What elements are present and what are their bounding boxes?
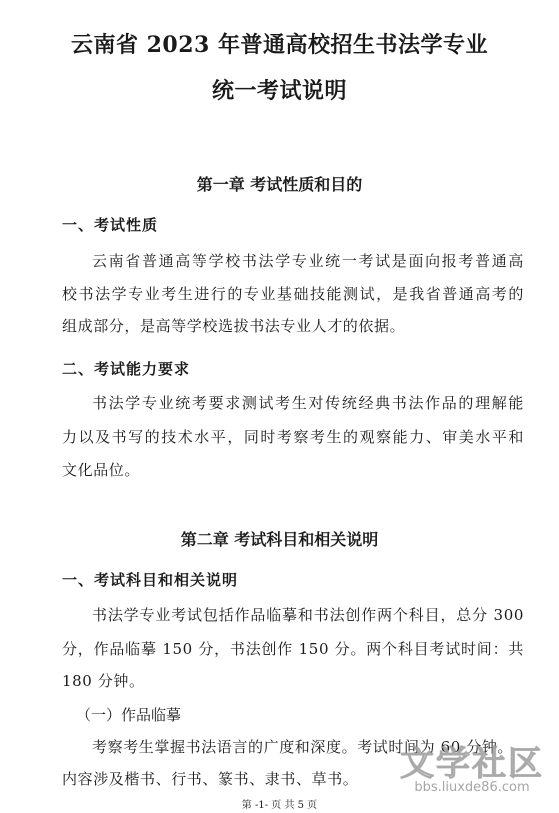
paragraph-line: 书法学专业考试包括作品临摹和书法创作两个科目，总分 300 xyxy=(92,606,524,624)
page-footer: 第 -1- 页 共 5 页 xyxy=(241,800,318,811)
document-title-line2: 统一考试说明 xyxy=(211,78,347,104)
chapter2-heading: 第二章 考试科目和相关说明 xyxy=(180,530,379,549)
paragraph-line: 云南省普通高等学校书法学专业统一考试是面向报考普通高 xyxy=(92,252,524,270)
paragraph-line: 书法学专业统考要求测试考生对传统经典书法作品的理解能 xyxy=(92,394,524,412)
chapter1-section2-heading: 二、考试能力要求 xyxy=(62,360,191,378)
watermark-logo xyxy=(392,736,552,806)
paragraph-line: 180 分钟。 xyxy=(62,672,145,690)
paragraph-line: 力以及书写的技术水平，同时考察考生的观察能力、审美水平和 xyxy=(62,428,524,446)
paragraph-line: 组成部分，是高等学校选拔书法专业人才的依据。 xyxy=(62,317,406,335)
paragraph-line: 分，作品临摹 150 分，书法创作 150 分。两个科目考试时间：共 xyxy=(62,640,524,658)
paragraph-line: 校书法学专业考生进行的专业基础技能测试，是我省普通高考的 xyxy=(62,285,524,303)
chapter1-heading: 第一章 考试性质和目的 xyxy=(196,175,363,194)
paragraph-line: 考察考生掌握书法语言的广度和深度。考试时间为 60 分钟。 xyxy=(92,738,514,756)
watermark-text: 文学社区 xyxy=(400,744,544,784)
paragraph-line: 内容涉及楷书、行书、篆书、隶书、草书。 xyxy=(62,770,359,788)
watermark-url: bbs.liuxde86.com xyxy=(414,780,530,795)
chapter2-subsection1-heading: （一）作品临摹 xyxy=(76,706,182,724)
chapter2-section1-heading: 一、考试科目和相关说明 xyxy=(62,571,239,589)
paragraph-line: 文化品位。 xyxy=(62,461,141,479)
document-title-line1: 云南省 2023 年普通高校招生书法学专业 xyxy=(70,32,489,58)
chapter1-section1-heading: 一、考试性质 xyxy=(62,216,159,234)
